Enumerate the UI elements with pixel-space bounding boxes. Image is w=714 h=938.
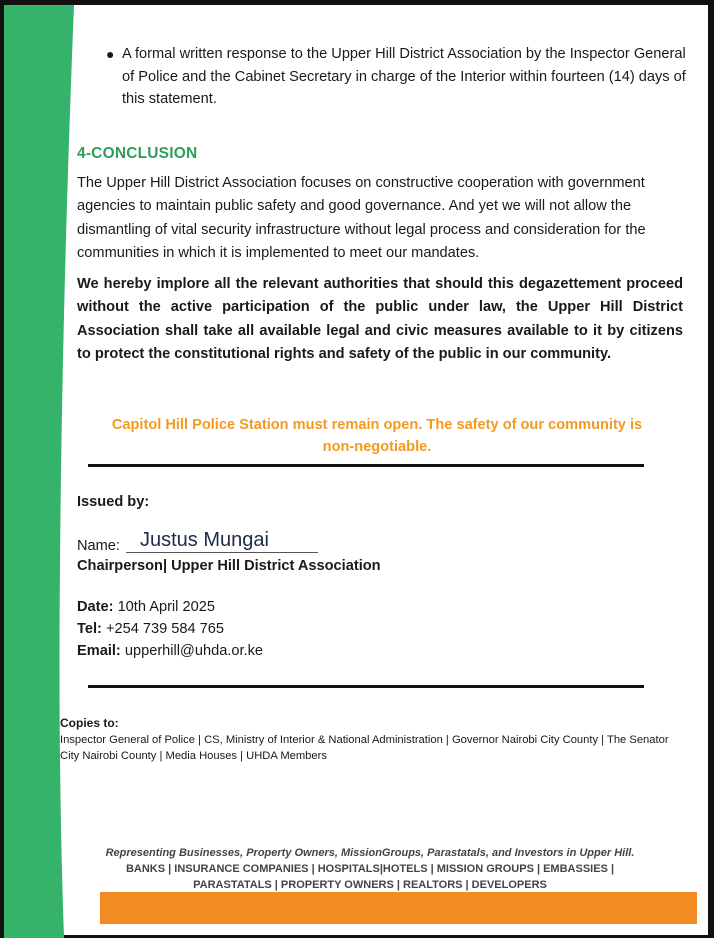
copies-title: Copies to:: [60, 716, 119, 730]
bullet-dot-icon: ●: [106, 46, 115, 62]
copies-line-1: Inspector General of Police | CS, Ministry of Interior & National Administration | Governor Nairobi City County | The Senator: [60, 734, 669, 746]
name-label: Name:: [77, 538, 120, 554]
footer-orange-bar: [100, 892, 697, 924]
date-label: Date:: [77, 599, 114, 615]
divider-rule-1: [88, 464, 644, 467]
bullet-list-item: [106, 43, 696, 111]
footer-tagline: Representing Businesses, Property Owners, MissionGroups, Parastatals, and Investors in Upper Hill.: [105, 847, 635, 859]
copies-recipients: [60, 732, 710, 764]
page-frame-top: [0, 0, 714, 5]
conclusion-paragraph: The Upper Hill District Association focuses on constructive cooperation with government agencies to maintain public safety and good governance. And yet we will not allow the dismantling of vital security infrastructure without legal process and consideration for the communities in which it is implemented to meet our mandates.: [77, 175, 646, 261]
email-value: upperhill@uhda.or.ke: [124, 643, 264, 659]
section-heading: 4-CONCLUSION: [77, 145, 198, 162]
callout-line-1: Capitol Hill Police Station must remain open. The safety of our community is: [111, 417, 643, 433]
footer-categories: [60, 861, 680, 893]
issued-by-label: Issued by:: [77, 494, 150, 510]
date-value: 10th April 2025: [117, 599, 215, 615]
email-line: [77, 643, 263, 659]
page-frame-right: [708, 0, 714, 938]
footer-categories-line-2: PARASTATALS | PROPERTY OWNERS | REALTORS | DEVELOPERS: [193, 879, 547, 891]
callout-line-2: non-negotiable.: [322, 439, 432, 455]
callout-statement: [77, 414, 677, 458]
green-side-band: [4, 5, 74, 938]
email-label: Email:: [77, 643, 121, 659]
chairperson-title: Chairperson| Upper Hill District Association: [77, 558, 381, 574]
tel-label: Tel:: [77, 621, 102, 637]
date-line: [77, 599, 215, 615]
signature-name: Justus Mungai: [126, 528, 318, 553]
tel-value: +254 739 584 765: [105, 621, 225, 637]
divider-rule-2: [88, 685, 644, 688]
tel-line: [77, 621, 224, 637]
footer-categories-line-1: BANKS | INSURANCE COMPANIES | HOSPITALS|HOTELS | MISSION GROUPS | EMBASSIES |: [125, 863, 615, 875]
copies-line-2: City Nairobi County | Media Houses | UHDA Members: [60, 750, 327, 762]
bullet-text: A formal written response to the Upper Hill District Association by the Inspector General of Police and the Cabinet Secretary in charge of the Interior within fourteen (14) days of this statement.: [122, 46, 686, 107]
conclusion-bold-paragraph: We hereby implore all the relevant authorities that should this degazettement proceed without the active participation of the public under law, the Upper Hill District Association shall take all available legal and civic measures available to it by citizens to protect the constitutional rights and safety of the public in our community.: [77, 276, 683, 362]
